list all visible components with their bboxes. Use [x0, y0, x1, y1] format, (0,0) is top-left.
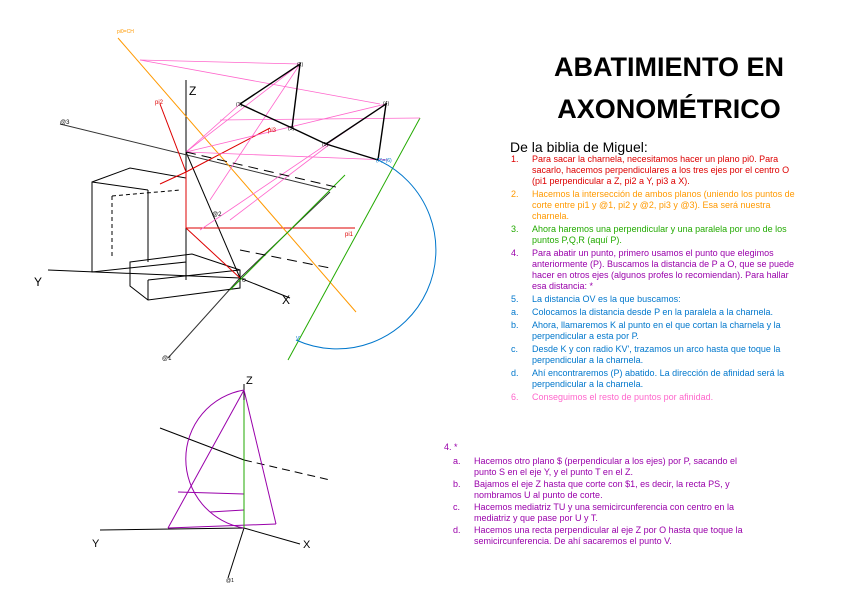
axis-y-line: [48, 270, 240, 278]
step-text: Ahora haremos una perpendicular y una paralela por uno de los puntos P,Q,R (aquí P).: [532, 224, 787, 245]
abatido-figure: [240, 64, 386, 160]
point-4-label: (4): [383, 101, 390, 107]
axes-main: [48, 80, 330, 358]
point-p-label: (P)=(6): [376, 158, 392, 164]
step-text: Ahí encontraremos (P) abatido. La dirección de afinidad será la perpendicular a la charnela.: [532, 368, 785, 389]
step-item: [508, 294, 798, 305]
step-marker: b.: [511, 320, 519, 330]
pi3-label: pi3: [268, 128, 277, 134]
step4-item: [448, 456, 748, 478]
step-item: [508, 189, 798, 222]
step4-list: [448, 456, 748, 548]
title-line-1: ABATIMIENTO EN: [553, 52, 784, 82]
steps-list: [508, 154, 798, 405]
step4-marker: c.: [453, 502, 461, 512]
axis-z-label: Z: [189, 84, 197, 98]
step4-text: Bajamos el eje Z hasta que corte con $1, es decir, la recta PS, y nombramos U al punto de corte.: [474, 479, 730, 500]
step-text: Para abatir un punto, primero usamos el punto que elegimos anteriormente (P). Buscamos la distancia de P a O, que se puede hacer en otros ejes (algunos profes lo recomiendan). Para hallar esa distancia: *: [532, 248, 794, 291]
step-item: [508, 307, 798, 318]
step-marker: 5.: [511, 294, 519, 304]
step-item: [508, 368, 798, 390]
step4-heading: 4. *: [444, 442, 458, 452]
pi2-label: pi2: [155, 100, 164, 106]
lower-purple: [168, 390, 276, 528]
point-v-label: V': [296, 336, 301, 342]
step-item: [508, 154, 798, 187]
green-parallel: [230, 175, 345, 290]
step4-text: Hacemos mediatriz TU y una semicircunferencia con centro en la mediatriz y que pase por U y T.: [474, 502, 734, 523]
lower-axis-z: Z: [246, 375, 253, 387]
page-title: [500, 46, 838, 130]
green-perpendicular: [288, 118, 420, 360]
step4-marker: d.: [453, 525, 461, 535]
step4-item: [448, 502, 748, 524]
pi1-label: pi1: [345, 232, 354, 238]
pink-lines: [140, 60, 420, 230]
step-item: [508, 224, 798, 246]
step4-marker: a.: [453, 456, 461, 466]
step-item: [508, 344, 798, 366]
step4-item: [448, 479, 748, 501]
step-marker: c.: [511, 344, 519, 354]
point-1-label: (1): [236, 102, 243, 108]
point-2-label: (2): [297, 62, 304, 68]
at1-label: @1: [162, 356, 172, 362]
step-marker: a.: [511, 307, 519, 317]
step-text: Desde K y con radio KV', trazamos un arco hasta que toque la perpendicular a la charnela.: [532, 344, 781, 365]
point-3-label: (3): [288, 126, 295, 132]
step-item: [508, 392, 798, 403]
axis-y-label: Y: [34, 275, 43, 289]
lower-at1: @1: [226, 578, 234, 584]
point-5-label: (5): [322, 142, 329, 148]
trace-at1-line: [168, 278, 240, 358]
trace-at3-line: [60, 124, 330, 190]
step-marker: 4.: [511, 248, 519, 258]
origin-label: O: [242, 278, 246, 284]
step-text: Conseguimos el resto de puntos por afinidad.: [532, 392, 714, 402]
at3-label: @3: [60, 120, 70, 126]
lower-axis-x: X: [303, 539, 311, 551]
step-item: [508, 248, 798, 292]
step4-text: Hacemos una recta perpendicular al eje Z por O hasta que toque la semicircunferencia. De ahí sacaremos el punto V.: [474, 525, 743, 546]
step-marker: 1.: [511, 154, 519, 164]
step-text: Ahora, llamaremos K al punto en el que cortan la charnela y la perpendicular a esta por P.: [532, 320, 781, 341]
step-text: Colocamos la distancia desde P en la paralela a la charnela.: [532, 307, 773, 317]
step4-item: [448, 525, 748, 547]
pi0-label: pi0=CH: [117, 29, 134, 35]
step-marker: 6.: [511, 392, 519, 402]
step-marker: d.: [511, 368, 519, 378]
subtitle: De la biblia de Miguel:: [510, 139, 648, 155]
at2-label: @2: [212, 212, 222, 218]
step-text: Para sacar la charnela, necesitamos hacer un plano pi0. Para sacarlo, hacemos perpendiculares a los tres ejes por el centro O (pi1 perpendicular a Z, pi2 a Y, pi3 a X).: [532, 154, 790, 186]
step4-marker: b.: [453, 479, 461, 489]
title-line-2: AXONOMÉTRICO: [557, 94, 781, 124]
axis-x-label: X: [282, 293, 291, 307]
step-item: [508, 320, 798, 342]
step-text: Hacemos la intersección de ambos planos (uniendo los puntos de corte entre pi1 y @1, pi2 y @2, pi3 y @3). Esa será nuestra charnela.: [532, 189, 795, 221]
step-marker: 2.: [511, 189, 519, 199]
step4-text: Hacemos otro plano $ (perpendicular a los ejes) por P, sacando el punto S en el eje Y, y el punto T en el Z.: [474, 456, 737, 477]
step-text: La distancia OV es la que buscamos:: [532, 294, 681, 304]
step-marker: 3.: [511, 224, 519, 234]
lower-figure: [100, 384, 330, 578]
abatimiento-arc: [296, 160, 436, 349]
lower-axis-y: Y: [92, 538, 100, 550]
